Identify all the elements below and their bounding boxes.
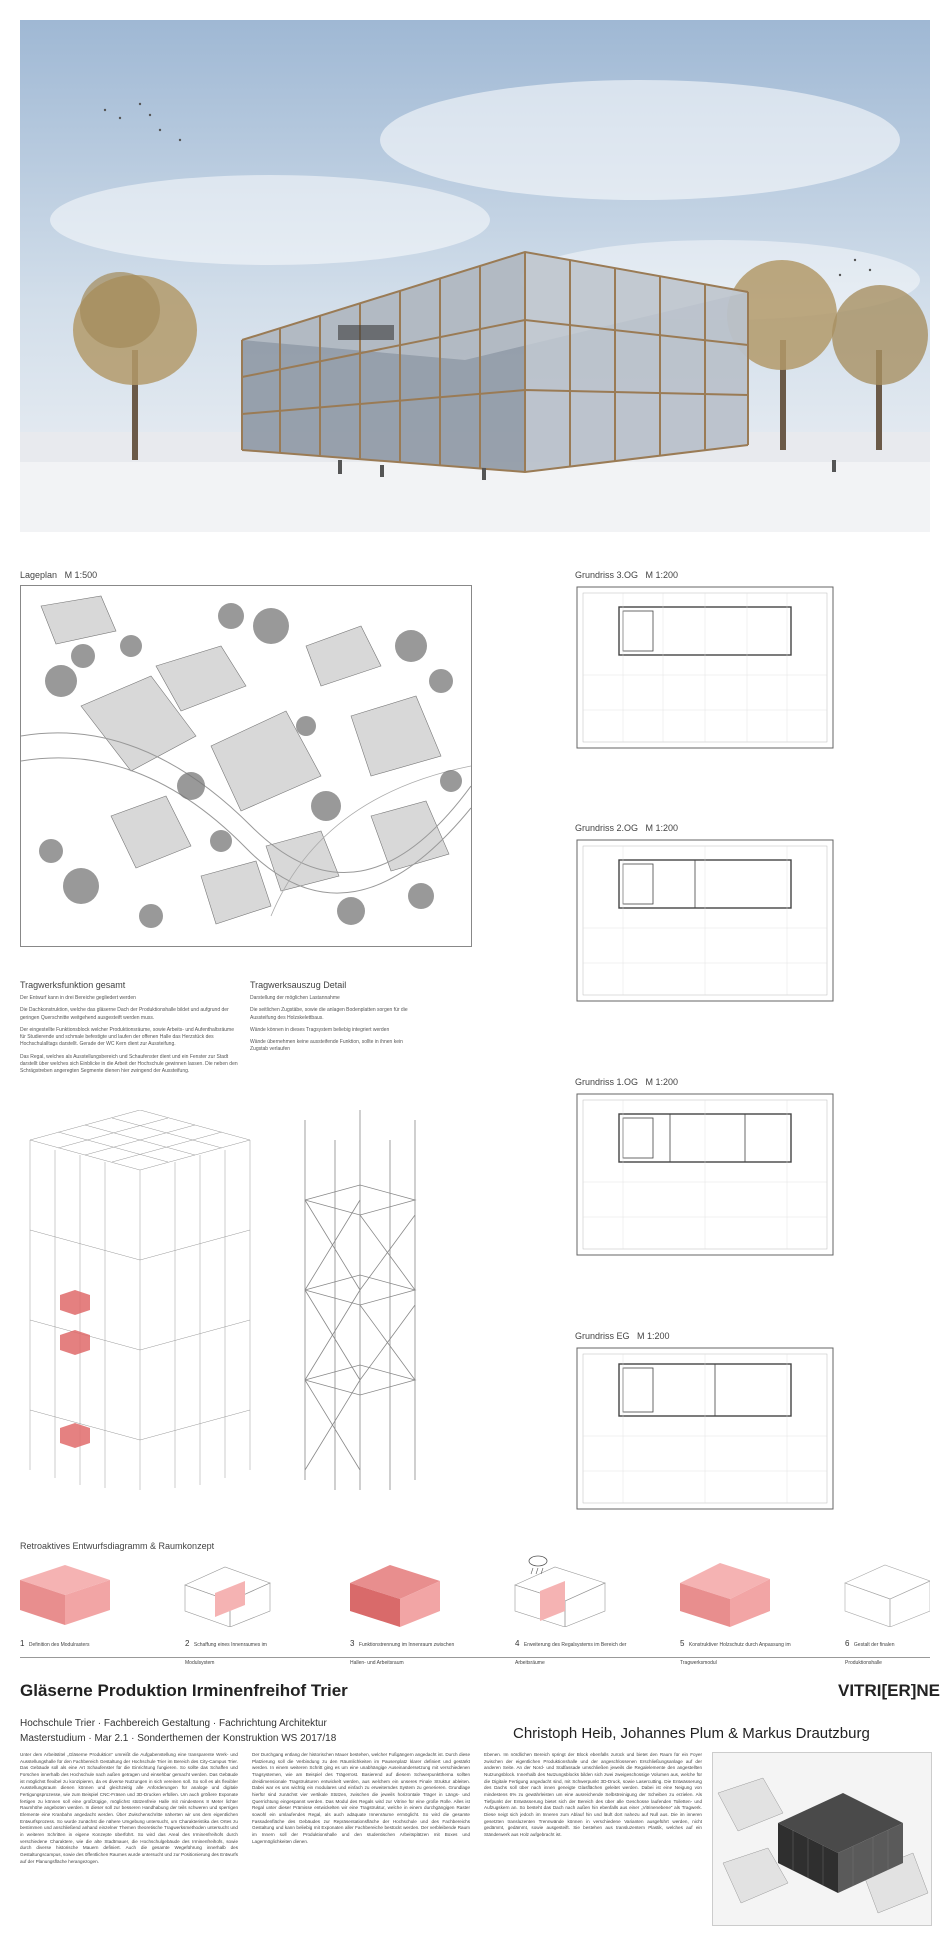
- diagram-step-6: [845, 1633, 930, 1669]
- cloud-rain-icon: [529, 1556, 547, 1574]
- logo: VITRI[ER]NE: [838, 1681, 940, 1700]
- diagram-step-3: [350, 1633, 470, 1669]
- floor-plan-title-3og: Grundriss 3.OG M 1:200: [575, 570, 679, 580]
- diagram-step-5: [680, 1633, 800, 1669]
- diagram-step-label: Konstruktiver Holzschutz durch Anpassung im Tragwerksmodul: [680, 1642, 791, 1666]
- floor-plan-3og: [575, 585, 835, 750]
- authors: Christoph Heib, Johannes Plum & Markus Drautzburg: [513, 1725, 870, 1742]
- site-plan: [20, 585, 472, 947]
- diagram-step-number: 2: [185, 1639, 190, 1648]
- body-column-3: Ebenen. Im nördlichen Bereich springt der Block ebenfalls zurück und bietet den Raum für ein Foyer zwischen der eigentlichen Produktionshalle und der angeschlossenen Erschließungsanlage auf der anderen Seite. An der Nord- und Südfassade umschließen jeweils die Regalelemente den angestellten Nutzungsblock. Innerhalb des Nutzungsblocks bilden sich zwei zweigeschossige Volumen aus, welche für die Digitale Fertigung angedacht sind, mit Schwerpunkt 3D-Druck, sowie Lasercutting. Die Entwässerung des Dachs soll über nach innen geneigte Glasflächen geleitet werden. Dabei ist eine Neigung von mindestens 6% zu gewährleisten um eine ausreichende Selbstreinigung der Scheiben zu erzielen. Als Tiefpunkt der Entwässerung bietet sich der Bereich des über alle Geschosse laufenden Toiletten- und Aufzugskern an. So besteht das Dach nach außen hin ebenfalls aus einer „Vitrinenebene“ als Tragwerk. Diese neigt sich jedoch im Inneren zum Ablauf hin und läuft dort nahezu auf Null aus. Die im inneren gesetzten transluzenten Trennwände können in verschiedene Varianten ausgeführt werden, nicht gedämmt, gedämmt, sowie ausgesteift. Sie bestehen aus transluzentem Plastik, welches auf ein Ständerwerk aus Holz aufgebracht ist.: [484, 1752, 702, 1837]
- floor-plan-title-eg: Grundriss EG M 1:200: [575, 1331, 670, 1341]
- diagram-title: Retroaktives Entwurfsdiagramm & Raumkonzept: [20, 1541, 215, 1551]
- footer-divider: [20, 1657, 930, 1658]
- diagram-step-label: Definition des Modulrasters: [28, 1642, 90, 1648]
- diagram-step-1: [20, 1633, 130, 1651]
- highlight-modules: [60, 1290, 90, 1448]
- structure-detail-title: Tragwerksauszug Detail: [250, 980, 347, 990]
- structure-overall-para: Der eingestellte Funktionsblock welcher Produktionsräume, sowie Arbeits- und Aufenthaltsräume für Studierende und schmale befestigte und laufen der offenen Halle das Herzstück des Hochschulalltags darstellt. Gerade der WC Kern dient zur Aussteifung.: [20, 1026, 234, 1048]
- structure-axonometric: [20, 1110, 260, 1490]
- diagram-step-3-drawing: [350, 1565, 440, 1627]
- diagram-step-number: 4: [515, 1639, 520, 1648]
- floor-plan-title-1og: Grundriss 1.OG M 1:200: [575, 1077, 679, 1087]
- diagram-step-label: Gestalt der finalen Produktionshalle: [845, 1642, 895, 1666]
- structure-overall-para: Der Entwurf kann in drei Bereiche gegliedert werden: [20, 995, 136, 1001]
- diagram-step-6-drawing: [845, 1565, 930, 1627]
- diagram-step-label: Schaffung eines Innenraumes im Modulsystem: [185, 1642, 267, 1666]
- diagram-step-5-drawing: [680, 1563, 770, 1627]
- body-column-2: Der Durchgang entlang der historischen Mauer bestehen, welcher Fußgängern angedacht ist. Durch diese Platzierung soll die Verbindung zu den Räumlichkeiten im Pausenplatz klarer definiert und gestärkt werden. In einem weiteren Schritt ging es um eine unabhängige Auseinandersetzung mit verschiedenen Tragsystemen, wie am Beispiel des Trägerrost. Basierend auf diesem Schwerpunktthema sollten dreidimensionale Tragstrukturen entwickelt werden, aus welchem ein unseres Finale Struktur ableiten. Dabei war es uns wichtig ein modulares und einfach zu erweiterndes System zu generieren. Grundlage hierfür sind zunächst vier vertikale Stützen, zwischen die jeweils horizontale Träger in Längs- und Querrichtung eingespannt werden. Das Modul des Regals wird zur Vitrine für eine große Rolle. Alles ist Regal unter dieser Prämisse entwickelten wir eine Tragstruktur, welche in einem durchgängigen Raster sowohl ein umlaufendes Regal, als auch adäquate Innenräume ermöglicht. So wird die gesamte Fassadenfläche des Gebäudes zur Repräsentationsfläche der Hochschule und des Fachbereichs Gestaltung und kann beliebig mit Exponaten aller Fachbereiche bestückt werden. Der verbleibende Raum im Innern soll der Produktionshalle und den studentischen Arbeitsplätzen mit Boxes und Lagermöglichkeiten dienen.: [252, 1752, 470, 1844]
- hero-rendering: [20, 20, 930, 532]
- program-line: Masterstudium · Mar 2.1 · Sonderthemen der Konstruktion WS 2017/18: [20, 1733, 337, 1744]
- diagram-step-number: 5: [680, 1639, 685, 1648]
- structure-overall-text: [20, 980, 240, 1075]
- diagram-step-1-drawing: [20, 1565, 110, 1625]
- diagram-step-label: Funktionstrennung im Innenraum zwischen Hallen- und Arbeitsraum: [350, 1642, 455, 1666]
- floor-plan-2og: [575, 838, 835, 1003]
- institution-line: Hochschule Trier · Fachbereich Gestaltung · Fachrichtung Architektur: [20, 1718, 327, 1729]
- diagram-step-number: 1: [20, 1639, 25, 1648]
- project-title: Gläserne Produktion Irminenfreihof Trier: [20, 1681, 348, 1700]
- structure-detail-text: [250, 980, 415, 1054]
- diagram-step-number: 6: [845, 1639, 850, 1648]
- diagram-step-4: [515, 1633, 635, 1669]
- structure-detail-para: Darstellung der möglichen Lastannahme: [250, 995, 340, 1001]
- floor-plan-eg: [575, 1346, 835, 1511]
- structure-overall-para: Das Regal, welches als Ausstellungsbereich und Schaufenster dient und ein Fenster zur Stadt darstellt über welches sich Einblicke in die Arbeit der Hochschule gewinnen lassen. Die neben den Schrägstreben angeregten Segmente dienen hier zwingend der Aussteifung.: [20, 1053, 238, 1074]
- structure-detail-para: Die seitlichen Zugstäbe, sowie die anlagen Bodenplatten sorgen für die Aussteifung des Holzskelettbaus.: [250, 1007, 408, 1021]
- diagram-step-2-drawing: [185, 1567, 270, 1627]
- floor-plan-1og: [575, 1092, 835, 1257]
- diagram-step-label: Erweiterung des Regalsystems im Bereich der Arbeitsräume: [515, 1642, 627, 1666]
- floor-plan-title-2og: Grundriss 2.OG M 1:200: [575, 823, 679, 833]
- structure-overall-title: Tragwerksfunktion gesamt: [20, 980, 126, 990]
- structure-detail-para: Wände übernehmen keine aussteifende Funktion, sollte in ihnen kein Zugstab verlaufen: [250, 1039, 403, 1053]
- aerial-view: [712, 1752, 932, 1926]
- diagram-step-number: 3: [350, 1639, 355, 1648]
- diagram-step-4-drawing: [515, 1567, 605, 1627]
- structure-detail-drawing: [265, 1110, 445, 1490]
- site-plan-title: Lageplan M 1:500: [20, 570, 98, 580]
- diagram-step-2: [185, 1633, 295, 1669]
- structure-overall-para: Die Dachkonstruktion, welche das gläserne Dach der Produktionshalle bildet und aufgrund der geringen Querschnitte weitgehend ausgesteift werden muss.: [20, 1007, 229, 1021]
- structure-detail-para: Wände können in dieses Tragsystem beliebig integriert werden: [250, 1026, 390, 1033]
- diagram-row: [20, 1555, 930, 1666]
- body-column-1: Unter dem Arbeitstitel „Gläserne Produktion“ umreißt die Aufgabenstellung eine transparente Werk- und Ausstellungshalle für den Fachbereich Gestaltung der Hochschule Trier im Bereich des City-Campus Trier. Das Gebäude soll als eine Art Schaufenster für die Einrichtung fungieren. So sollte das Schaffen und Forschen innerhalb des Hochschule nach außen getragen und einsehbar gemacht werden. Das Gebäude ist möglichst flexibel zu konzipieren, da es diverse Nutzungen in sich vereinen soll. So soll es als flexibler Ausstellungsraum dienen können und gleichzeitig alle Anforderungen für analoge und digitale Fertigungsprozesse, wie zum Beispiel CNC-Fräsen und 3D-Drucken erfüllen. Um auch größere Exponate fertigen zu können soll eine großzügige, möglichst stützenfreie Halle mit mindestens 8 Meter lichter Raumhöhe angeboten werden. In dieser soll zur besseren Handhabung der teils schweren und sperrigen Elemente eine Kranbahn angedacht werden. Über Zwischenschritte näherten wir uns dem eigentlichen Entwurfsprozess. So wurde zunächst die nähere Umgebung untersucht, um Charakteristika des Ortes zu bestimmen und anschließend anhand einzelner Themen theoretische Tragwerksmethoden untersucht und in weiteren Schritten in eigene Konzepte überführt. So wird das Areal des Irminenfreihofs durch verschiedene Charaktere, wie die alte Stadtmauer, die Hochschulgebäude des Irminenfreihofs, sowie durch diverse historische Mauern definiert. Auch die gesamte Wegeführung innerhalb des Gestaltungscampus, sowie des öffentlichen Raumes wurde untersucht und zur Positionierung des Entwurfs auf der Planungsfläche herangezogen.: [20, 1752, 238, 1864]
